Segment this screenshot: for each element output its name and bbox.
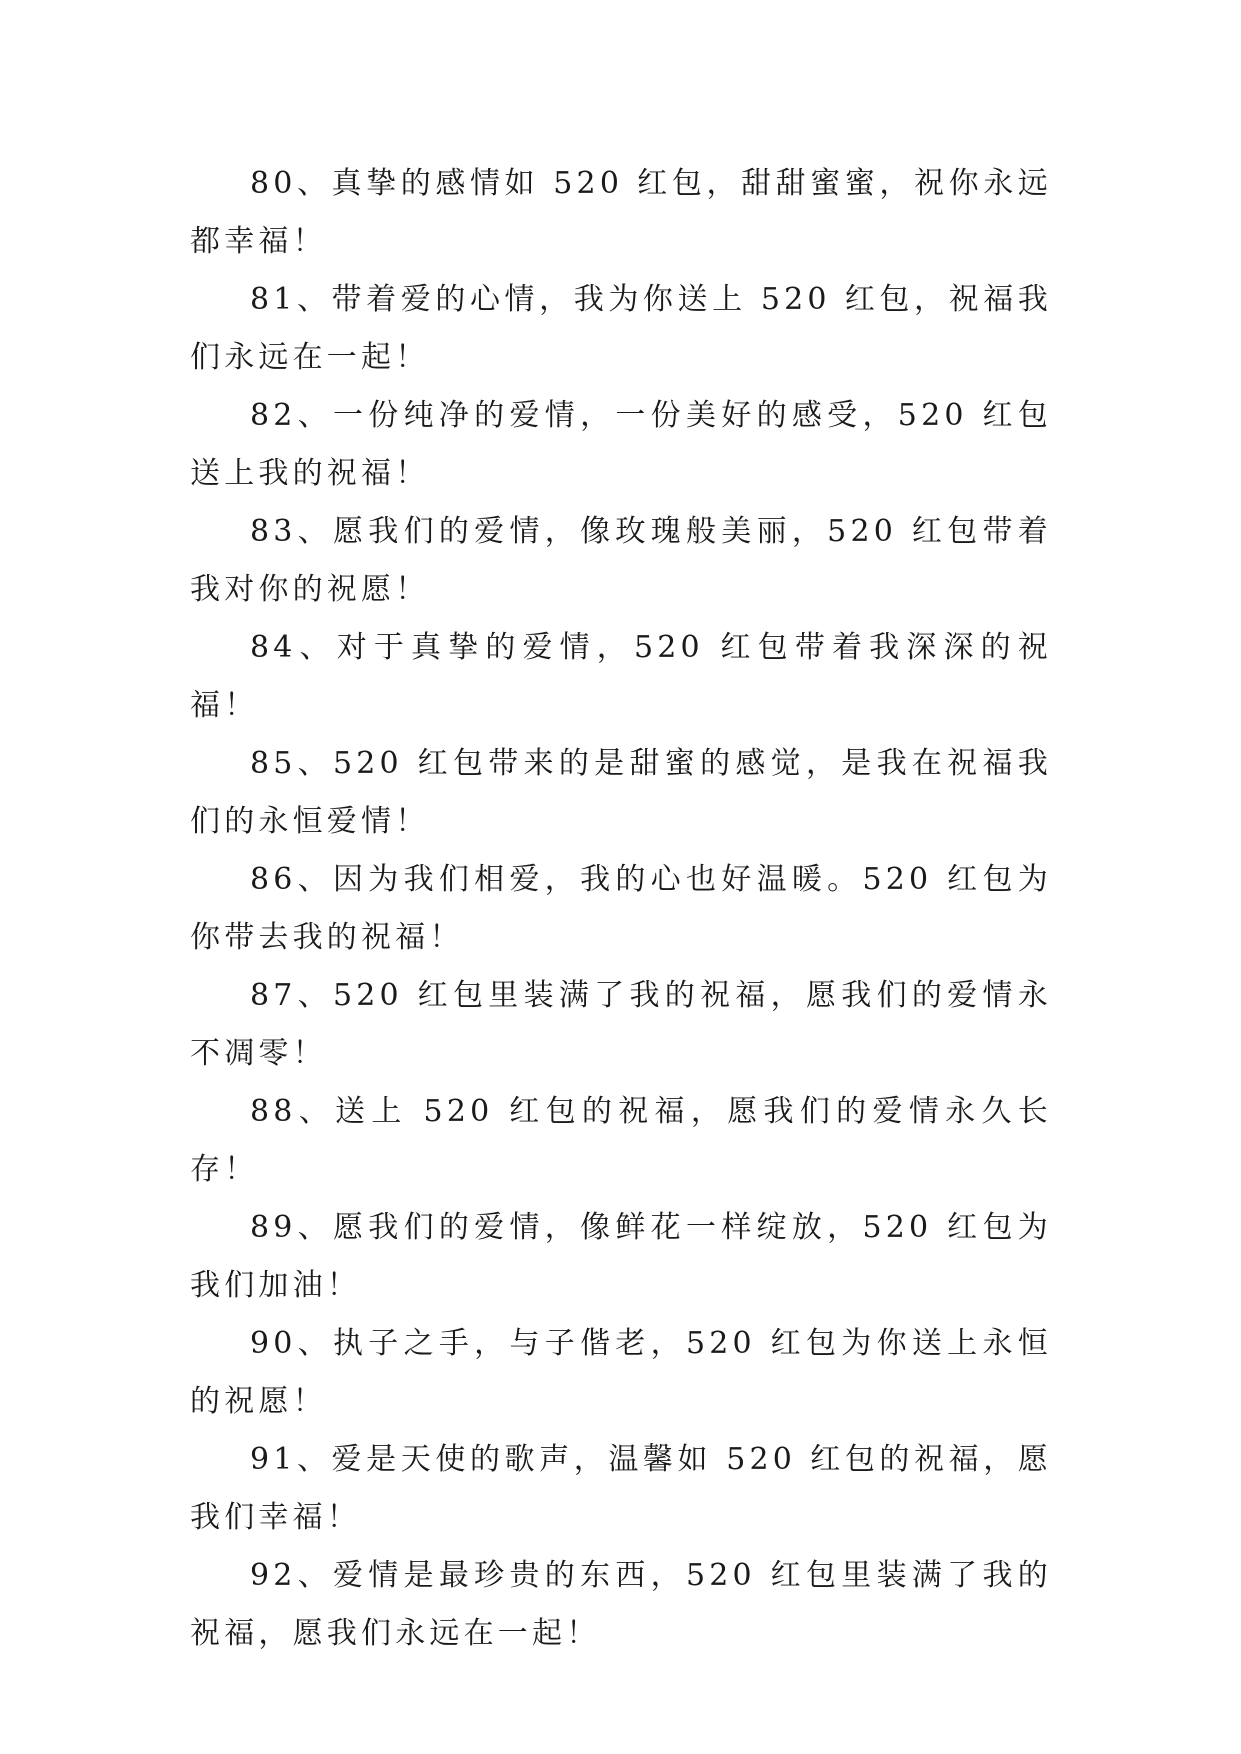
- paragraph-85: 85、520 红包带来的是甜蜜的感觉，是我在祝福我们的永恒爱情！: [190, 746, 1052, 839]
- document-body: [190, 155, 1052, 1663]
- paragraph-92: 92、爱情是最珍贵的东西，520 红包里装满了我的祝福，愿我们永远在一起！: [190, 1558, 1052, 1651]
- paragraph-91: 91、爱是天使的歌声，温馨如 520 红包的祝福，愿我们幸福！: [190, 1442, 1052, 1535]
- paragraph-83: 83、愿我们的爱情，像玫瑰般美丽，520 红包带着我对你的祝愿！: [190, 514, 1052, 607]
- paragraph-80: 80、真挚的感情如 520 红包，甜甜蜜蜜，祝你永远都幸福！: [190, 166, 1052, 259]
- paragraph-90: 90、执子之手，与子偕老，520 红包为你送上永恒的祝愿！: [190, 1326, 1052, 1419]
- paragraph-88: 88、送上 520 红包的祝福，愿我们的爱情永久长存！: [190, 1094, 1052, 1187]
- paragraph-87: 87、520 红包里装满了我的祝福，愿我们的爱情永不凋零！: [190, 978, 1052, 1071]
- paragraph-86: 86、因为我们相爱，我的心也好温暖。520 红包为你带去我的祝福！: [190, 862, 1052, 955]
- paragraph-89: 89、愿我们的爱情，像鲜花一样绽放，520 红包为我们加油！: [190, 1210, 1052, 1303]
- paragraph-84: 84、对于真挚的爱情，520 红包带着我深深的祝福！: [190, 630, 1052, 723]
- paragraph-81: 81、带着爱的心情，我为你送上 520 红包，祝福我们永远在一起！: [190, 282, 1052, 375]
- paragraph-82: 82、一份纯净的爱情，一份美好的感受，520 红包送上我的祝福！: [190, 398, 1052, 491]
